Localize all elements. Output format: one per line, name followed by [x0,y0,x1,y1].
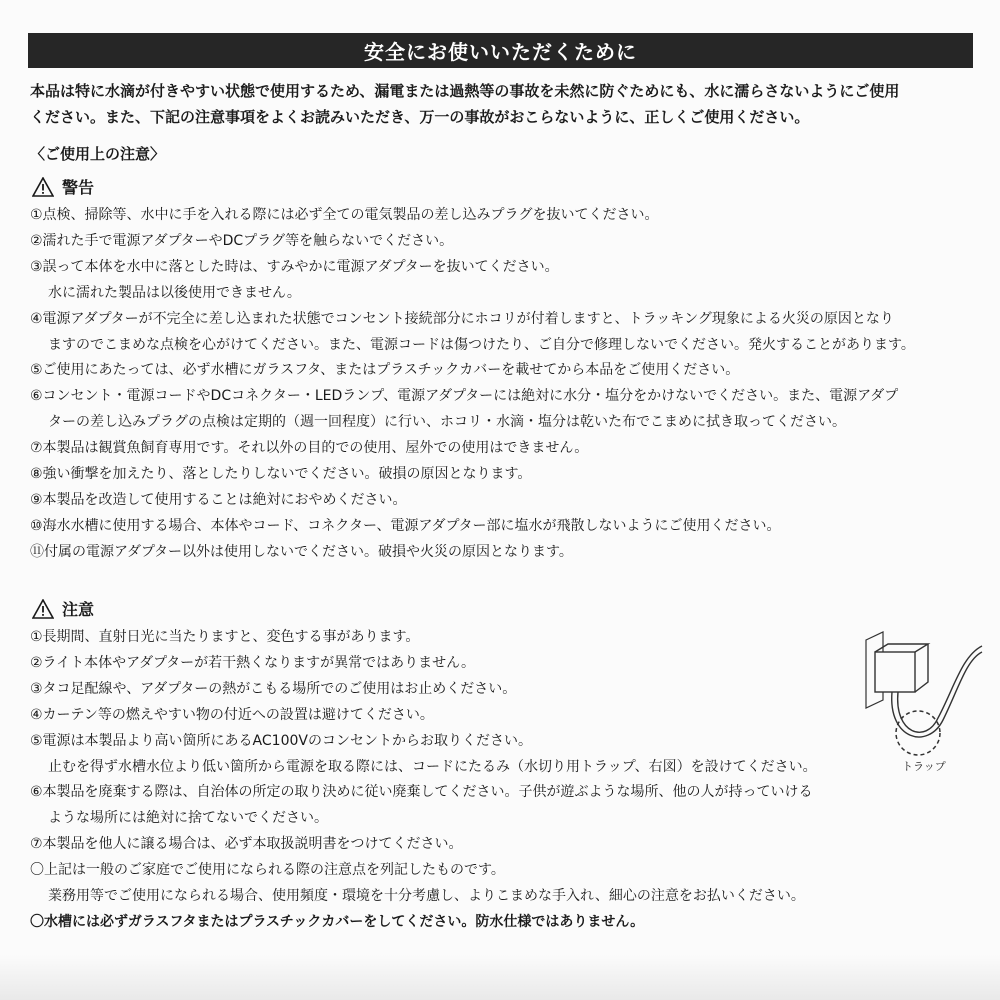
caution-heading-label: 注意 [62,600,95,619]
list-item: ①長期間、直射日光に当たりますと、変色する事があります。 [30,629,420,645]
intro-line: ください。また、下記の注意事項をよくお読みいただき、万一の事故がおこらないように、正しくご使用ください。 [30,108,810,126]
list-item: ④電源アダプターが不完全に差し込まれた状態でコンセント接続部分にホコリが付着しますと、トラッキング現象による火災の原因となり [30,310,894,327]
page-title: 安全にお使いいただくために [364,40,637,64]
trap-label: トラップ [902,760,946,773]
list-item: ⑧強い衝撃を加えたり、落としたりしないでください。破損の原因となります。 [30,466,532,483]
list-item: ③タコ足配線や、アダプターの熱がこもる場所でのご使用はお止めください。 [30,680,517,697]
title-banner [28,33,973,68]
list-item: ⑩海水水槽に使用する場合、本体やコード、コネクター、電源アダプター部に塩水が飛散しないようにご使用ください。 [30,517,781,534]
list-item-continued: ような場所には絶対に捨てないでください。 [48,810,328,827]
list-item-continued: 業務用等でご使用になられる場合、使用頻度・環境を十分考慮し、よりこまめな手入れ、細心の注意をお払いください。 [48,888,805,905]
list-item: 〇水槽には必ずガラスフタまたはプラスチックカバーをしてください。防水仕様ではありません。 [30,913,645,930]
list-item: 〇上記は一般のご家庭でご使用になられる際の注意点を列記したものです。 [30,862,505,879]
list-item: ⑥本製品を廃棄する際は、自治体の所定の取り決めに従い廃棄してください。子供が遊ぶような場所、他の人が持っていける [30,784,813,801]
page-bottom-edge [0,955,1000,1000]
list-item: ②ライト本体やアダプターが若干熱くなりますが異常ではありません。 [30,654,476,671]
caution-triangle-icon [32,599,54,619]
warning-list [30,203,980,566]
caution-heading [32,597,94,620]
list-item: ⑤電源は本製品より高い箇所にあるAC100Vのコンセントからお取りください。 [30,732,532,749]
intro-line: 本品は特に水滴が付きやすい状態で使用するため、漏電または過熱等の事故を未然に防ぐためにも、水に濡らさないようにご使用 [30,82,900,100]
warning-triangle-icon [32,177,54,197]
list-item: ①点検、掃除等、水中に手を入れる際には必ず全ての電気製品の差し込みプラグを抜いてください。 [30,207,659,223]
list-item: ③誤って本体を水中に落とした時は、すみやかに電源アダプターを抜いてください。 [30,258,559,275]
list-item: ⑨本製品を改造して使用することは絶対におやめください。 [30,491,407,508]
list-item-continued: ますのでこまめな点検を心がけてください。また、電源コードは傷つけたり、ご自分で修理しないでください。発火することがあります。 [48,336,915,353]
caution-list [30,625,980,936]
usage-notes-subheading: 〈ご使用上の注意〉 [30,145,166,163]
list-item: ⑦本製品は観賞魚飼育専用です。それ以外の目的での使用、屋外での使用はできません。 [30,440,589,457]
list-item-continued: 水に濡れた製品は以後使用できません。 [48,284,301,301]
list-item: ⑥コンセント・電源コードやDCコネクター・LEDランプ、電源アダプターには絶対に水分・塩分をかけないでください。また、電源アダプ [30,388,899,405]
list-item: ②濡れた手で電源アダプターやDCプラグ等を触らないでください。 [30,232,454,249]
list-item-continued: ターの差し込みプラグの点検は定期的（週一回程度）に行い、ホコリ・水滴・塩分は乾いた布でこまめに拭き取ってください。 [48,414,846,431]
intro-paragraph [30,78,980,130]
list-item: ⑦本製品を他人に譲る場合は、必ず本取扱説明書をつけてください。 [30,836,463,853]
list-item-continued: 止むを得ず水槽水位より低い箇所から電源を取る際には、コードにたるみ（水切り用トラップ、右図）を設けてください。 [48,758,817,775]
list-item: ⑤ご使用にあたっては、必ず水槽にガラスフタ、またはプラスチックカバーを載せてから本品をご使用ください。 [30,362,740,379]
warning-heading-label: 警告 [62,178,95,197]
list-item: ⑪付属の電源アダプター以外は使用しないでください。破損や火災の原因となります。 [30,543,573,560]
list-item: ④カーテン等の燃えやすい物の付近への設置は避けてください。 [30,706,434,723]
warning-heading [32,175,94,198]
